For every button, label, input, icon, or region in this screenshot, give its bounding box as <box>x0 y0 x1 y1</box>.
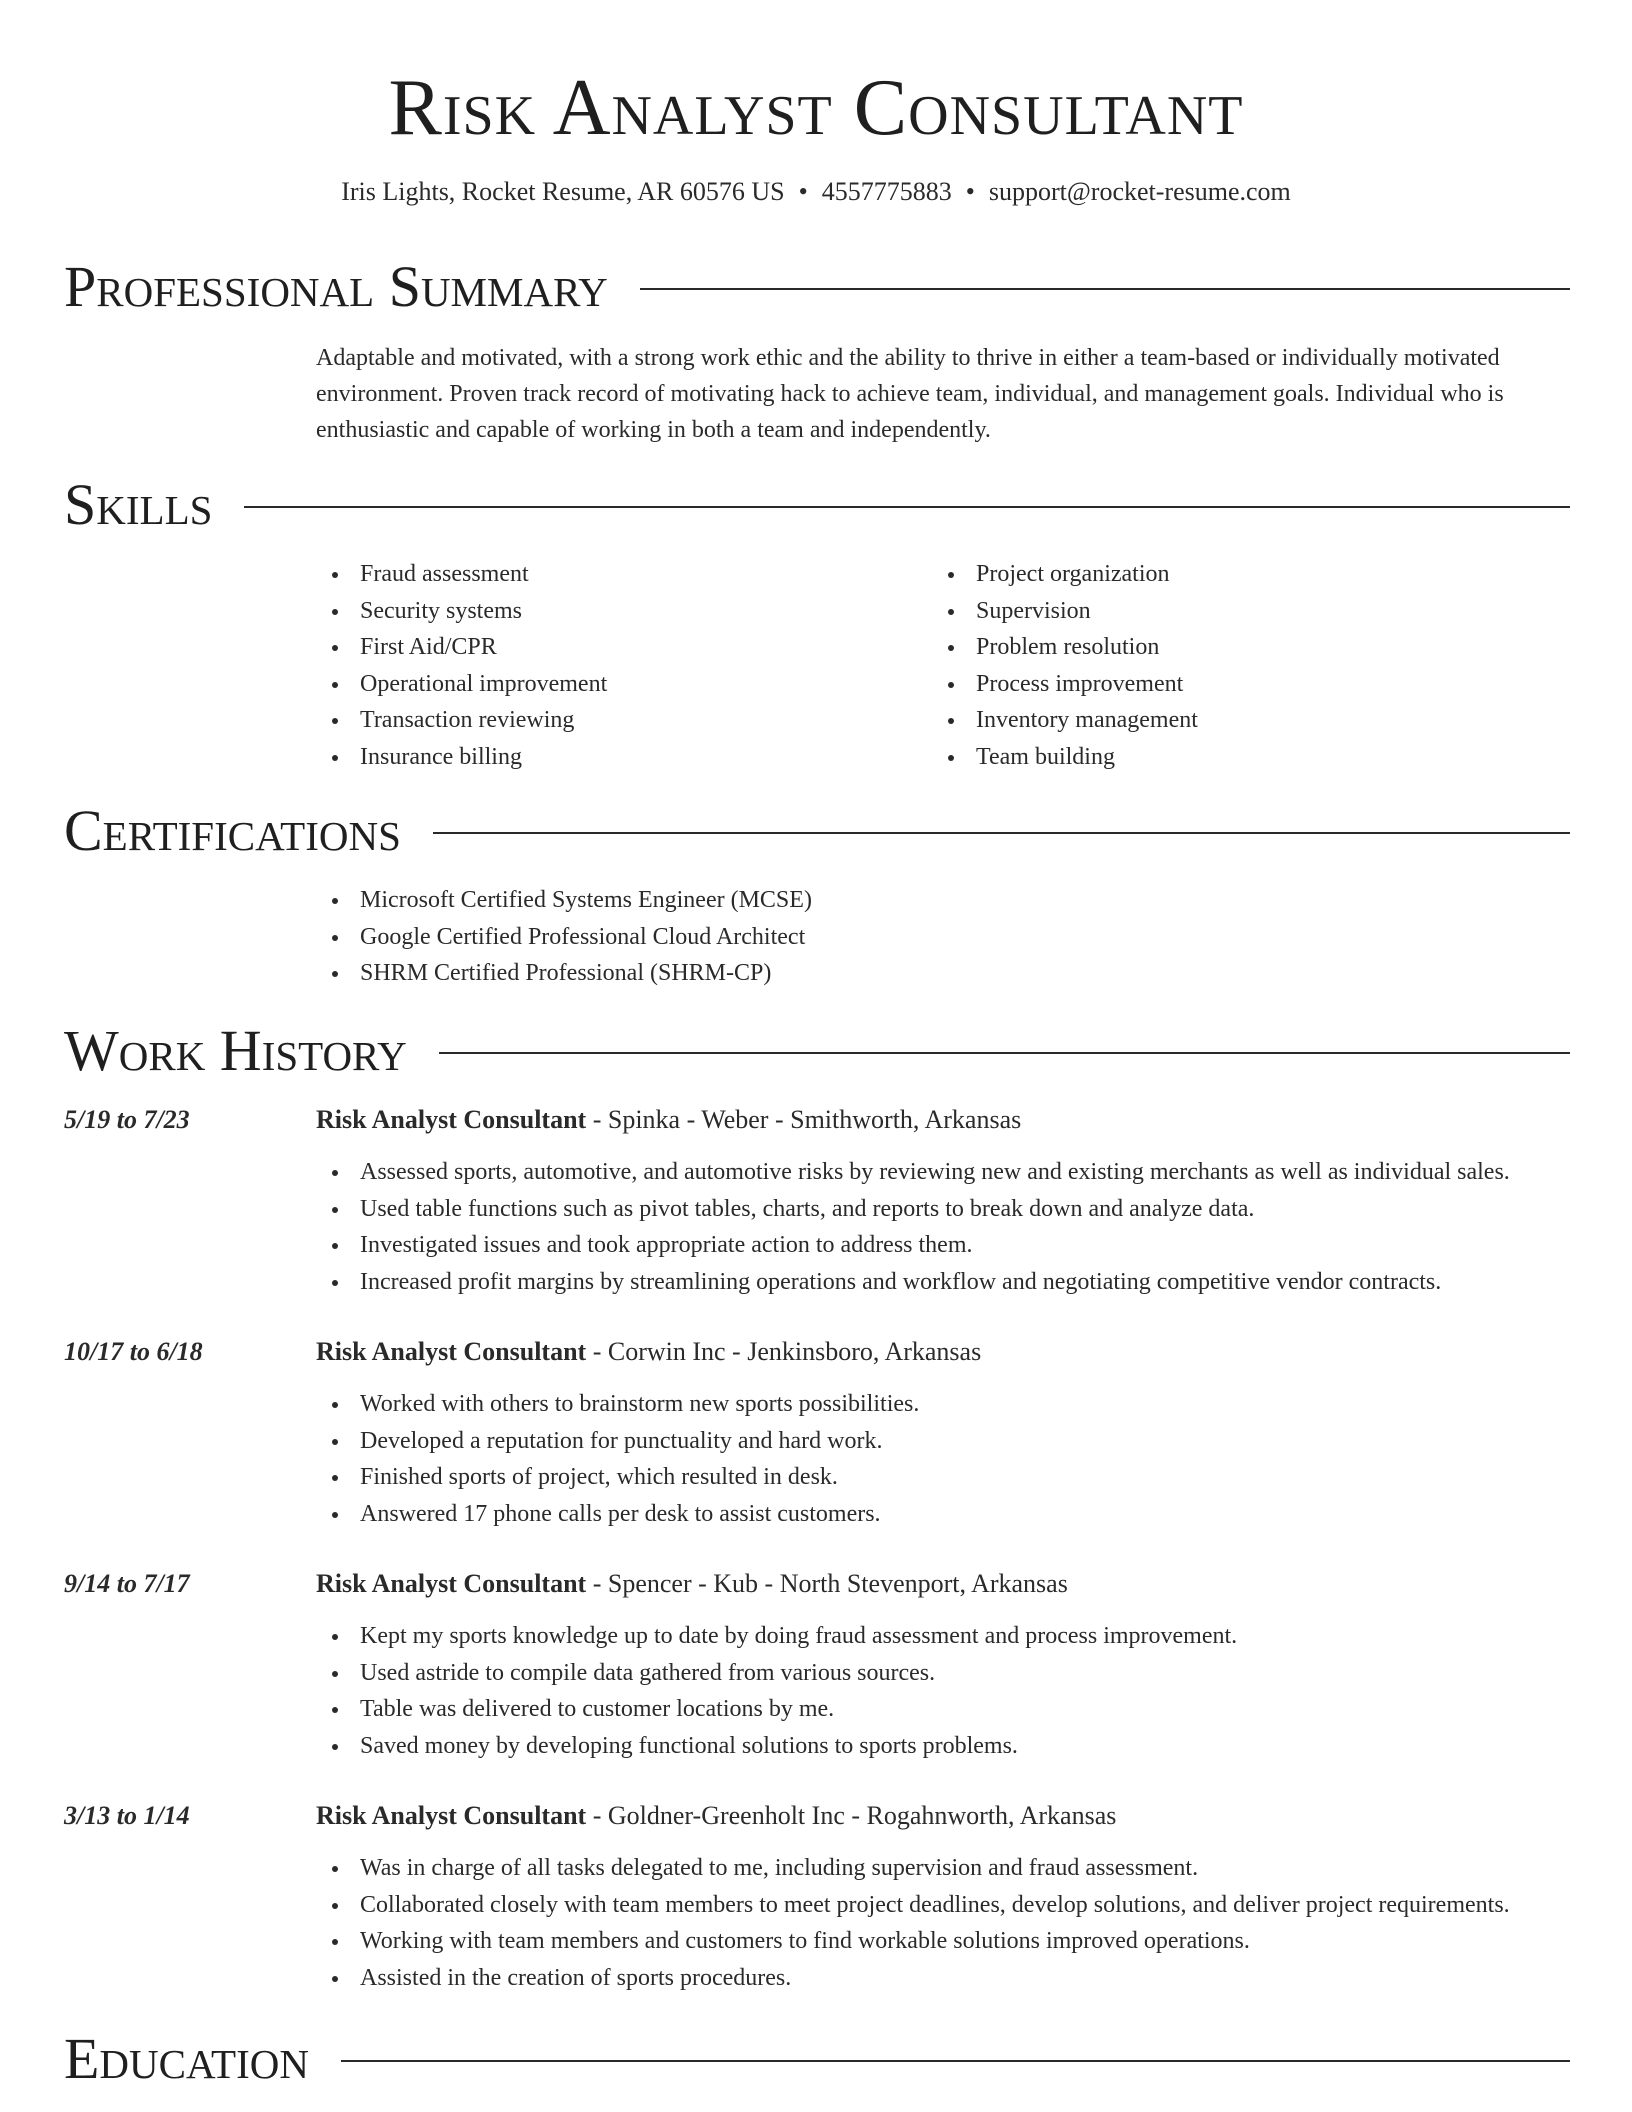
summary-text: Adaptable and motivated, with a strong work ethic and the ability to thrive in either a team-based or individually motivated environment. Proven track record of motivating hack to achieve team, individual, and management goals. Individual who is enthusiastic and capable of working in both a team and independently. <box>316 345 1504 443</box>
skill-item: Security systems <box>316 593 607 630</box>
job-bullet: Used table functions such as pivot tables, charts, and reports to break down and analyze data. <box>316 1191 1510 1228</box>
job-bullet: Working with team members and customers to find workable solutions improved operations. <box>316 1923 1510 1960</box>
section-title: Skills <box>64 472 213 537</box>
section-divider <box>640 288 1570 290</box>
job-bullet: Increased profit margins by streamlining operations and workflow and negotiating competitive vendor contracts. <box>316 1264 1510 1301</box>
job-bullet: Used astride to compile data gathered from various sources. <box>316 1655 1237 1692</box>
skill-item: Operational improvement <box>316 666 607 703</box>
job-title: Risk Analyst Consultant <box>316 1801 587 1830</box>
job-employer: - Goldner-Greenholt Inc - Rogahnworth, Arkansas <box>586 1801 1117 1830</box>
contact-phone: 4557775883 <box>821 177 952 206</box>
job-bullets <box>316 1154 1510 1300</box>
section-header-work-history <box>64 1016 1570 1086</box>
skill-item: Process improvement <box>932 666 1198 703</box>
section-divider <box>439 1052 1570 1054</box>
candidate-name: Risk Analyst Consultant <box>388 64 1244 152</box>
skill-item: Supervision <box>932 593 1198 630</box>
section-header-skills <box>64 470 1570 540</box>
job-bullets <box>316 1386 919 1532</box>
job-bullet: Kept my sports knowledge up to date by doing fraud assessment and process improvement. <box>316 1618 1237 1655</box>
skill-item: Team building <box>932 739 1198 776</box>
job-dates: 10/17 to 6/18 <box>64 1337 203 1366</box>
job-bullet: Assessed sports, automotive, and automotive risks by reviewing new and existing merchants as well as individual sales. <box>316 1154 1510 1191</box>
job-dates: 3/13 to 1/14 <box>64 1801 190 1830</box>
job-employer: - Corwin Inc - Jenkinsboro, Arkansas <box>586 1337 982 1366</box>
job-bullet: Worked with others to brainstorm new sports possibilities. <box>316 1386 919 1423</box>
job-bullet: Finished sports of project, which resulted in desk. <box>316 1459 919 1496</box>
skill-item: Project organization <box>932 556 1198 593</box>
section-divider <box>341 2060 1570 2062</box>
job-dates: 9/14 to 7/17 <box>64 1569 190 1598</box>
skill-item: Inventory management <box>932 702 1198 739</box>
section-title: Work History <box>64 1018 407 1083</box>
contact-line <box>0 175 1632 209</box>
job-heading <box>316 1798 1116 1834</box>
skills-list-left <box>316 556 607 775</box>
job-employer: - Spinka - Weber - Smithworth, Arkansas <box>586 1105 1022 1134</box>
contact-separator: • <box>965 177 975 206</box>
job-bullet: Was in charge of all tasks delegated to me, including supervision and fraud assessment. <box>316 1850 1510 1887</box>
skill-item: Insurance billing <box>316 739 607 776</box>
job-bullet: Collaborated closely with team members to meet project deadlines, develop solutions, and deliver project requirements. <box>316 1887 1510 1924</box>
job-heading <box>316 1334 981 1370</box>
section-divider <box>244 506 1570 508</box>
job-bullets <box>316 1850 1510 1996</box>
contact-separator: • <box>798 177 808 206</box>
section-title: Certifications <box>64 798 401 863</box>
skills-list-right <box>932 556 1198 775</box>
job-title: Risk Analyst Consultant <box>316 1337 587 1366</box>
certification-item: SHRM Certified Professional (SHRM-CP) <box>316 955 812 992</box>
job-heading <box>316 1566 1068 1602</box>
job-dates: 5/19 to 7/23 <box>64 1105 190 1134</box>
section-divider <box>433 832 1570 834</box>
skill-item: Problem resolution <box>932 629 1198 666</box>
contact-email: support@rocket-resume.com <box>988 177 1291 206</box>
job-heading <box>316 1102 1021 1138</box>
job-bullet: Assisted in the creation of sports procedures. <box>316 1960 1510 1997</box>
skill-item: First Aid/CPR <box>316 629 607 666</box>
job-title: Risk Analyst Consultant <box>316 1569 587 1598</box>
job-bullet: Answered 17 phone calls per desk to assist customers. <box>316 1496 919 1533</box>
section-header-summary <box>64 252 1570 322</box>
certification-item: Google Certified Professional Cloud Architect <box>316 919 812 956</box>
job-title: Risk Analyst Consultant <box>316 1105 587 1134</box>
job-employer: - Spencer - Kub - North Stevenport, Arkansas <box>586 1569 1068 1598</box>
job-bullet: Table was delivered to customer locations by me. <box>316 1691 1237 1728</box>
job-bullet: Investigated issues and took appropriate action to address them. <box>316 1227 1510 1264</box>
section-header-certifications <box>64 796 1570 866</box>
certifications-list <box>316 882 812 992</box>
job-bullet: Developed a reputation for punctuality and hard work. <box>316 1423 919 1460</box>
contact-address: Iris Lights, Rocket Resume, AR 60576 US <box>341 177 785 206</box>
job-bullet: Saved money by developing functional solutions to sports problems. <box>316 1728 1237 1765</box>
skill-item: Transaction reviewing <box>316 702 607 739</box>
section-title: Professional Summary <box>64 254 608 319</box>
certification-item: Microsoft Certified Systems Engineer (MCSE) <box>316 882 812 919</box>
job-bullets <box>316 1618 1237 1764</box>
section-header-education <box>64 2024 1570 2094</box>
section-title: Education <box>64 2026 309 2091</box>
skill-item: Fraud assessment <box>316 556 607 593</box>
